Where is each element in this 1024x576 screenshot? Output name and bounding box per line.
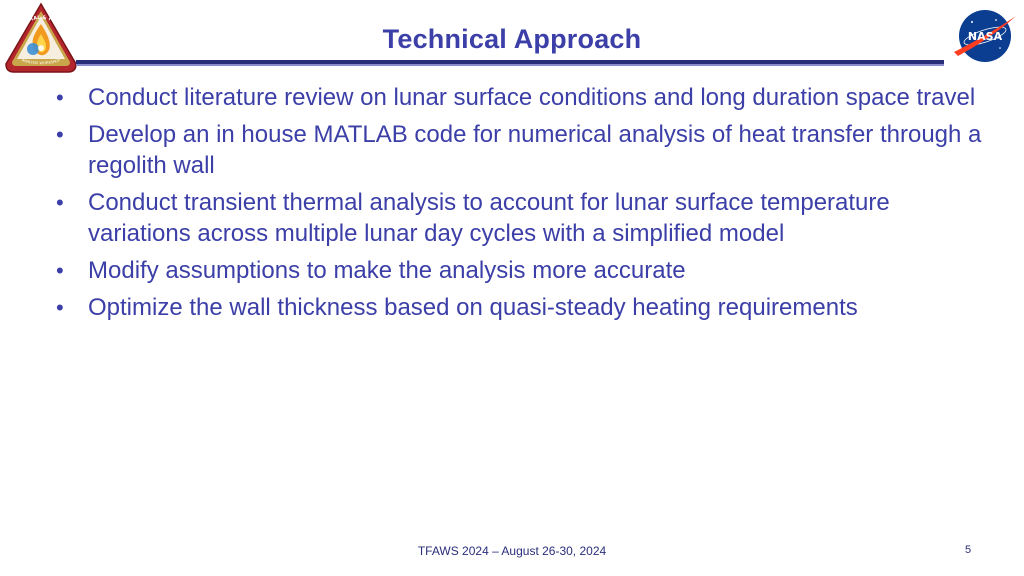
bullet-text: Conduct transient thermal analysis to account for lunar surface temperature variations across multiple lunar day cycles with a simplified model xyxy=(88,189,890,247)
bullet-dot-icon: • xyxy=(56,295,64,320)
bullet-text: Optimize the wall thickness based on quasi-steady heating requirements xyxy=(88,294,858,321)
nasa-meatball-icon xyxy=(952,8,1018,64)
bullet-dot-icon: • xyxy=(56,85,64,110)
bullet-item xyxy=(56,82,986,113)
bullet-dot-icon: • xyxy=(56,190,64,215)
slide-title: Technical Approach xyxy=(382,24,642,54)
svg-text:NASA: NASA xyxy=(967,30,1003,43)
bullet-list xyxy=(56,82,986,329)
bullet-text: Develop an in house MATLAB code for numerical analysis of heat transfer through a regolith wall xyxy=(88,121,982,179)
bullet-item xyxy=(56,187,986,249)
svg-text:THERMAL & FLUIDS: THERMAL & FLUIDS xyxy=(14,14,68,34)
bullet-item xyxy=(56,119,986,181)
bullet-text: Modify assumptions to make the analysis more accurate xyxy=(88,257,686,284)
slide-footer: TFAWS 2024 – August 26-30, 2024 xyxy=(417,544,607,558)
bullet-dot-icon: • xyxy=(56,258,64,283)
page-number: 5 xyxy=(965,544,972,556)
bullet-item xyxy=(56,292,986,323)
svg-text:ANALYSIS WORKSHOP: ANALYSIS WORKSHOP xyxy=(21,58,61,66)
bullet-text: Conduct literature review on lunar surface conditions and long duration space travel xyxy=(88,84,976,111)
title-divider xyxy=(76,60,944,64)
bullet-item xyxy=(56,255,986,286)
bullet-dot-icon: • xyxy=(56,122,64,147)
